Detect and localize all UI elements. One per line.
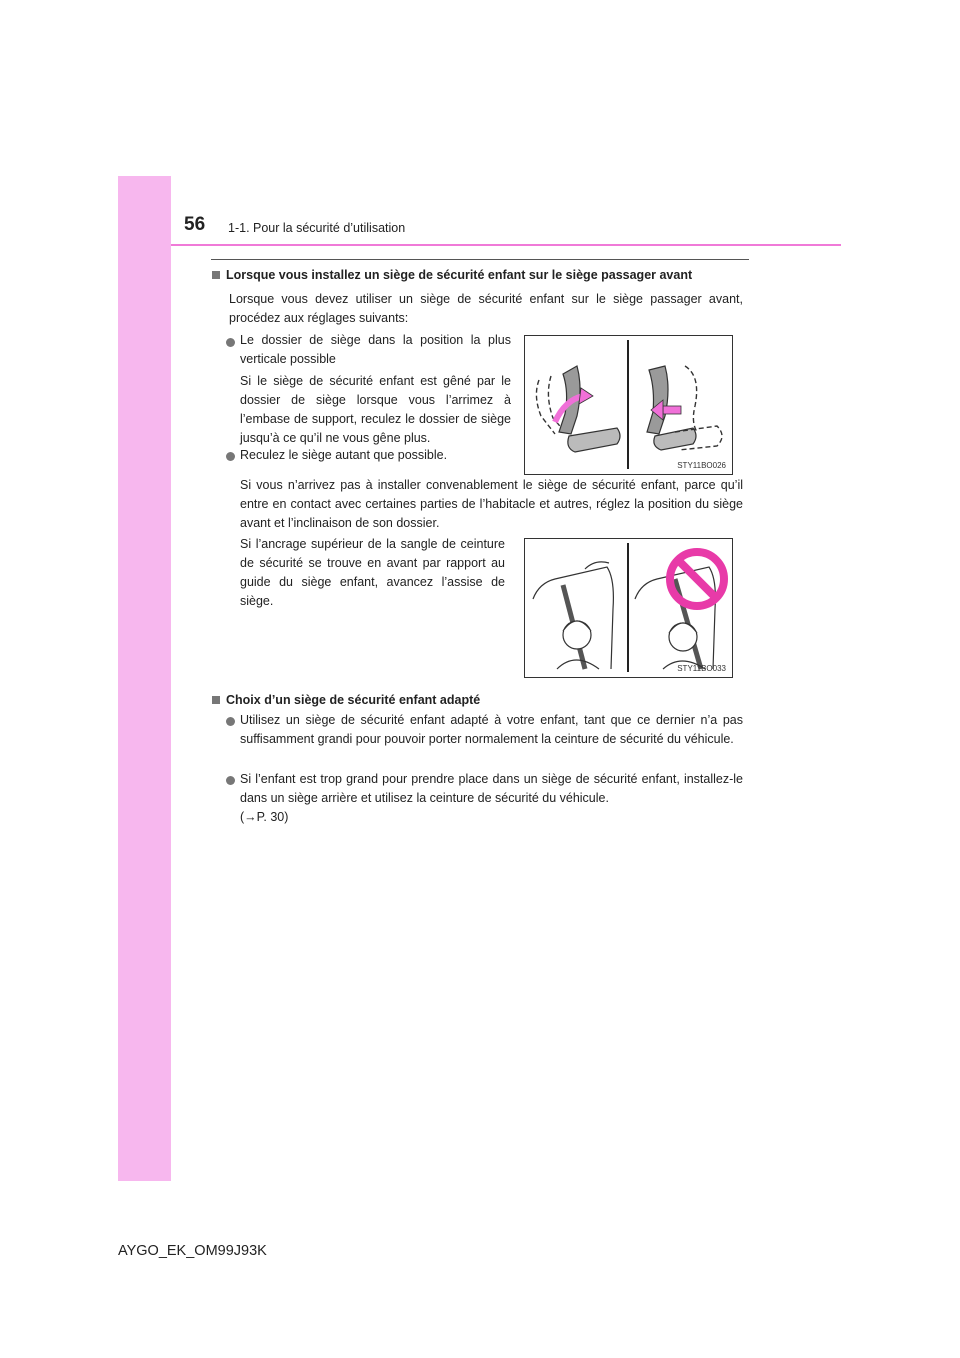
section-title: 1-1. Pour la sécurité d’utilisation [228, 221, 406, 235]
intro-paragraph: Lorsque vous devez utiliser un siège de sécurité enfant sur le siège passager avant, procédez aux réglages suivants: [229, 292, 743, 325]
bullet-suitable-seat: Utilisez un siège de sécurité enfant adapté à votre enfant, tant que ce dernier n’a pas suffisamment grandi pour pouvoir porter normalement la ceinture de sécurité du véhicule. [240, 713, 743, 746]
seat-adjust-figure [524, 335, 733, 475]
anchor-note: Si l’ancrage supérieur de la sangle de ceinture de sécurité se trouve en avant par rapport au guide du siège enfant, avancez l’assise de siège. [240, 537, 505, 608]
header-rule [171, 244, 841, 246]
bullet-icon [226, 338, 235, 347]
figure-code: STY11BO026 [677, 461, 726, 470]
seatback-note: Si le siège de sécurité enfant est gêné par le dossier de siège lorsque vous l’arrimez à l’embase de support, reculez le dossier de siège jusqu’à ce qu’il ne vous gêne plus. [240, 374, 511, 445]
chapter-tab [118, 176, 171, 1181]
bullet-too-big: Si l’enfant est trop grand pour prendre place dans un siège de sécurité enfant, installez-le dans un siège arrière et utilisez la ceinture de sécurité du véhicule. [240, 772, 743, 805]
figure-code: STY11BO033 [677, 664, 726, 673]
bullet-icon [226, 452, 235, 461]
backward-arrow-icon [663, 406, 681, 414]
belt-anchor-illustration [525, 539, 732, 677]
bullet-seatback-upright: Le dossier de siège dans la position la plus verticale possible [240, 333, 511, 366]
bullet-icon [226, 717, 235, 726]
section-square-icon [212, 696, 220, 704]
seat-position-note: Si vous n’arrivez pas à installer convenablement le siège de sécurité enfant, parce qu’il entre en contact avec certaines parties de l’habitacle et autres, réglez la position du siège avant et l’inclinaison de son dossier. [240, 478, 743, 530]
page-number: 56 [184, 214, 206, 235]
section-heading-choice: Choix d’un siège de sécurité enfant adapté [226, 693, 481, 707]
belt-anchor-figure [524, 538, 733, 678]
page-reference-link[interactable]: (→P. 30) [240, 810, 289, 824]
doc-code-footer: AYGO_EK_OM99J93K [118, 1243, 267, 1259]
section-square-icon [212, 271, 220, 279]
bullet-seat-back: Reculez le siège autant que possible. [240, 448, 448, 462]
bullet-icon [226, 776, 235, 785]
prohibition-icon [670, 552, 724, 606]
seat-adjust-illustration [525, 336, 732, 474]
content-rule [211, 259, 749, 260]
section-heading-front-seat: Lorsque vous installez un siège de sécurité enfant sur le siège passager avant [226, 268, 693, 282]
